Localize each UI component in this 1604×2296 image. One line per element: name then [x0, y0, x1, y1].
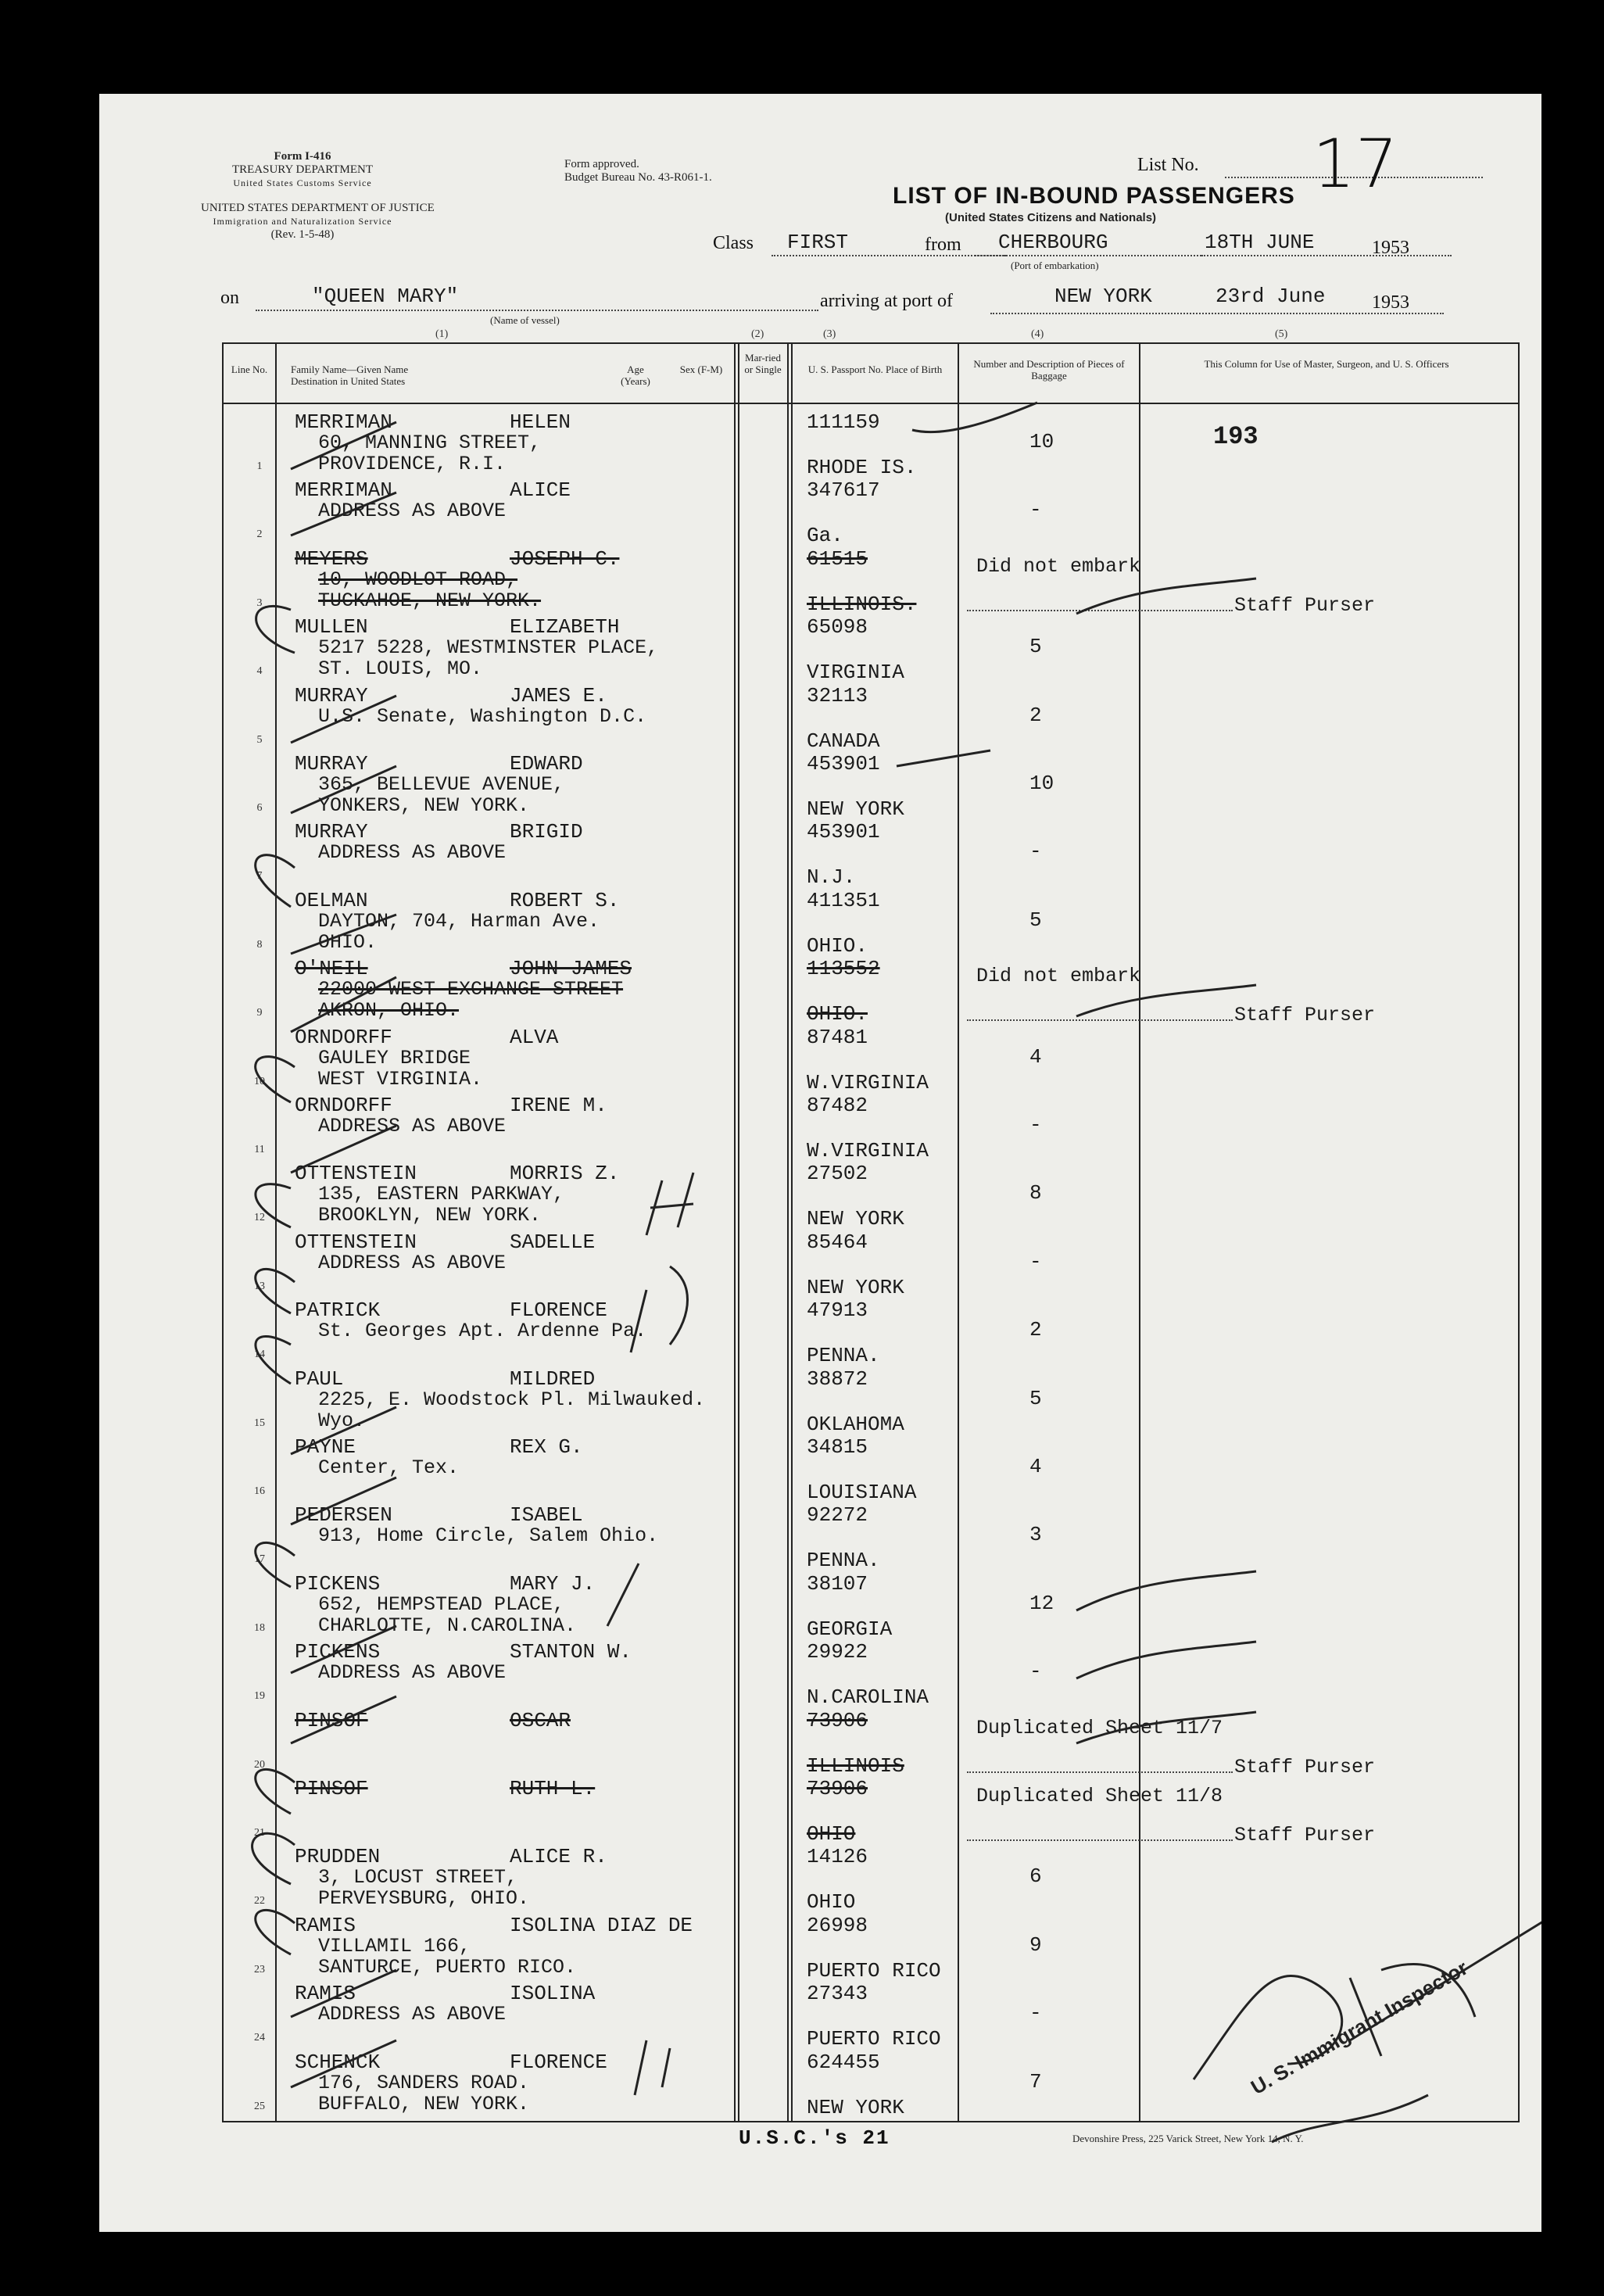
arrival-port: NEW YORK — [1054, 285, 1152, 308]
given-name: OSCAR — [510, 1709, 571, 1732]
line-number: 15 — [254, 1417, 265, 1429]
given-name: FLORENCE — [510, 1298, 607, 1322]
vessel-name: "QUEEN MARY" — [312, 285, 459, 308]
family-name: PAYNE — [295, 1435, 356, 1459]
birth-place: NEW YORK — [807, 2096, 904, 2119]
family-name: O'NEIL — [295, 957, 368, 980]
address-line-1: 913, Home Circle, Salem Ohio. — [318, 1524, 659, 1547]
page-subtitle: (United States Citizens and Nationals) — [945, 211, 1157, 224]
given-name: IRENE M. — [510, 1094, 607, 1117]
line-number: 7 — [256, 870, 263, 882]
justice-dept: UNITED STATES DEPARTMENT OF JUSTICE — [201, 202, 435, 214]
staff-purser: Staff Purser — [1234, 594, 1376, 617]
address-line-1: ADDRESS AS ABOVE — [318, 841, 507, 864]
line-number: 19 — [254, 1690, 265, 1702]
address-line-2: ST. LOUIS, MO. — [318, 657, 483, 680]
address-line-1: 5217 5228, WESTMINSTER PLACE, — [318, 636, 659, 659]
address-line-2: WEST VIRGINIA. — [318, 1068, 483, 1091]
line-number: 9 — [256, 1007, 263, 1019]
passport-number: 65098 — [807, 615, 868, 639]
budget-bureau: Budget Bureau No. 43-R061-1. — [564, 171, 712, 184]
vessel-label: (Name of vessel) — [490, 314, 560, 326]
handwritten-marks — [99, 94, 1541, 2232]
baggage-count: 4 — [1029, 1045, 1042, 1069]
list-number: 17 — [1312, 125, 1398, 203]
baggage-count: 2 — [1029, 704, 1042, 727]
address-line-1: U.S. Senate, Washington D.C. — [318, 705, 647, 728]
line-number: 22 — [254, 1895, 265, 1907]
passport-number: 38107 — [807, 1572, 868, 1596]
address-line-2: BROOKLYN, NEW YORK. — [318, 1204, 542, 1227]
line-number: 10 — [254, 1076, 265, 1087]
line-number: 5 — [256, 734, 263, 746]
page-title: LIST OF IN-BOUND PASSENGERS — [893, 183, 1295, 209]
address-line-1: Center, Tex. — [318, 1456, 460, 1479]
baggage-count: 8 — [1029, 1181, 1042, 1205]
line-number: 3 — [256, 597, 263, 609]
baggage-count: 5 — [1029, 908, 1042, 932]
staff-purser: Staff Purser — [1234, 1004, 1376, 1026]
baggage-count: 9 — [1029, 1933, 1042, 1957]
family-name: PICKENS — [295, 1640, 381, 1664]
birth-place: ILLINOIS. — [807, 593, 917, 616]
header-line-no: Line No. — [231, 364, 268, 375]
line-number: 13 — [254, 1281, 265, 1292]
passport-number: 61515 — [807, 547, 868, 571]
address-line-1: 3, LOCUST STREET, — [318, 1866, 518, 1889]
given-name: MILDRED — [510, 1367, 596, 1391]
address-line-1: 10, WOODLOT ROAD, — [318, 568, 518, 591]
staff-purser: Staff Purser — [1234, 1824, 1376, 1846]
line-number: 20 — [254, 1759, 265, 1771]
baggage-count: - — [1029, 2001, 1042, 2025]
address-line-1: ADDRESS AS ABOVE — [318, 500, 507, 522]
birth-place: N.J. — [807, 865, 856, 889]
given-name: EDWARD — [510, 752, 583, 775]
inspector-stamp: U. S. Immigrant Inspector — [1247, 1955, 1472, 2100]
given-name: RUTH L. — [510, 1777, 596, 1800]
given-name: ALICE R. — [510, 1845, 607, 1868]
birth-place: OHIO. — [807, 934, 868, 958]
family-name: MEYERS — [295, 547, 368, 571]
header-passport: U. S. Passport No. Place of Birth — [807, 364, 943, 375]
passport-number: 73906 — [807, 1709, 868, 1732]
header-age: Age (Years) — [621, 364, 650, 387]
passport-number: 87481 — [807, 1026, 868, 1049]
birth-place: PENNA. — [807, 1344, 880, 1367]
header-destination: Destination in United States — [291, 375, 406, 387]
address-line-2: YONKERS, NEW YORK. — [318, 794, 530, 817]
baggage-count: 12 — [1029, 1592, 1054, 1615]
address-line-1: ADDRESS AS ABOVE — [318, 2003, 507, 2026]
on-label: on — [220, 288, 239, 308]
baggage-count: 10 — [1029, 430, 1054, 453]
family-name: OTTENSTEIN — [295, 1162, 417, 1185]
address-line-1: 652, HEMPSTEAD PLACE, — [318, 1593, 565, 1616]
given-name: ISOLINA — [510, 1982, 596, 2005]
given-name: ELIZABETH — [510, 615, 620, 639]
baggage-note: Duplicated Sheet 11/7 — [976, 1717, 1223, 1739]
passport-number: 29922 — [807, 1640, 868, 1664]
list-no-label: List No. — [1137, 155, 1199, 175]
header-married: Mar-ried or Single — [744, 352, 782, 375]
passport-number: 47913 — [807, 1298, 868, 1322]
binder-hole — [31, 1024, 70, 1073]
given-name: JOSEPH C. — [510, 547, 620, 571]
birth-place: OHIO. — [807, 1002, 868, 1026]
passport-number: 27502 — [807, 1162, 868, 1185]
address-line-2: TUCKAHOE, NEW YORK. — [318, 589, 542, 612]
given-name: MORRIS Z. — [510, 1162, 620, 1185]
address-line-1: 176, SANDERS ROAD. — [318, 2072, 530, 2094]
family-name: PAUL — [295, 1367, 344, 1391]
passport-number: 27343 — [807, 1982, 868, 2005]
address-line-1: VILLAMIL 166, — [318, 1935, 471, 1958]
baggage-count: - — [1029, 1113, 1042, 1137]
family-name: RAMIS — [295, 1914, 356, 1937]
birth-place: VIRGINIA — [807, 661, 904, 684]
address-line-1: DAYTON, 704, Harman Ave. — [318, 910, 600, 933]
baggage-note: Duplicated Sheet 11/8 — [976, 1785, 1223, 1807]
family-name: SCHENCK — [295, 2051, 381, 2074]
given-name: HELEN — [510, 410, 571, 434]
passport-number: 14126 — [807, 1845, 868, 1868]
birth-place: NEW YORK — [807, 1276, 904, 1299]
baggage-count: 5 — [1029, 635, 1042, 658]
given-name: ALVA — [510, 1026, 559, 1049]
family-name: MURRAY — [295, 752, 368, 775]
binder-hole — [31, 1466, 70, 1514]
baggage-count: 5 — [1029, 1387, 1042, 1410]
baggage-count: 3 — [1029, 1523, 1042, 1546]
arrival-year-value: 53 — [1391, 292, 1409, 313]
address-line-2: AKRON, OHIO. — [318, 999, 460, 1022]
address-line-2: CHARLOTTE, N.CAROLINA. — [318, 1614, 577, 1637]
address-line-2: SANTURCE, PUERTO RICO. — [318, 1956, 577, 1979]
treasury-dept: TREASURY DEPARTMENT — [231, 163, 374, 176]
family-name: RAMIS — [295, 1982, 356, 2005]
birth-place: PUERTO RICO — [807, 1959, 941, 1983]
family-name: MURRAY — [295, 684, 368, 707]
address-line-2: PROVIDENCE, R.I. — [318, 453, 507, 475]
header-officers: This Column for Use of Master, Surgeon, and U. S. Officers — [1204, 358, 1449, 370]
given-name: ISABEL — [510, 1503, 583, 1527]
given-name: SADELLE — [510, 1230, 596, 1254]
line-number: 21 — [254, 1827, 265, 1839]
address-line-1: St. Georges Apt. Ardenne Pa. — [318, 1320, 647, 1342]
birth-place: CANADA — [807, 729, 880, 753]
binder-hole — [31, 1653, 70, 1702]
given-name: ROBERT S. — [510, 889, 620, 912]
given-name: REX G. — [510, 1435, 583, 1459]
line-number: 14 — [254, 1349, 265, 1360]
family-name: PEDERSEN — [295, 1503, 392, 1527]
birth-place: ILLINOIS — [807, 1754, 904, 1778]
colnum-4: (4) — [1031, 328, 1044, 340]
family-name: OELMAN — [295, 889, 368, 912]
manifest-page — [99, 94, 1541, 2232]
baggage-count: - — [1029, 1660, 1042, 1683]
line-number: 17 — [254, 1553, 265, 1565]
birth-place: NEW YORK — [807, 1207, 904, 1230]
family-name: PICKENS — [295, 1572, 381, 1596]
address-line-1: 60, MANNING STREET, — [318, 432, 542, 454]
embark-date: 18TH JUNE — [1205, 231, 1315, 254]
family-name: PRUDDEN — [295, 1845, 381, 1868]
birth-place: OKLAHOMA — [807, 1413, 904, 1436]
address-line-1: 365, BELLEVUE AVENUE, — [318, 773, 565, 796]
form-approved: Form approved. — [564, 158, 639, 170]
form-revision: (Rev. 1-5-48) — [270, 228, 335, 241]
baggage-note: Did not embark — [976, 555, 1141, 578]
line-number: 23 — [254, 1964, 265, 1975]
line-number: 24 — [254, 2032, 265, 2043]
passport-number: 411351 — [807, 889, 880, 912]
embark-year-value: 53 — [1391, 238, 1409, 258]
binder-hole — [31, 657, 70, 705]
baggage-count: 2 — [1029, 1318, 1042, 1341]
birth-place: RHODE IS. — [807, 456, 917, 479]
passport-number: 624455 — [807, 2051, 880, 2074]
address-line-1: 2225, E. Woodstock Pl. Milwauked. — [318, 1388, 706, 1411]
family-name: ORNDORFF — [295, 1026, 392, 1049]
baggage-count: 4 — [1029, 1455, 1042, 1478]
from-label: from — [925, 235, 961, 255]
birth-place: PUERTO RICO — [807, 2027, 941, 2051]
passport-number: 32113 — [807, 684, 868, 707]
family-name: PATRICK — [295, 1298, 381, 1322]
baggage-count: 10 — [1029, 772, 1054, 795]
family-name: ORNDORFF — [295, 1094, 392, 1117]
colnum-5: (5) — [1275, 328, 1288, 340]
birth-place: GEORGIA — [807, 1617, 893, 1641]
line-number: 11 — [254, 1144, 265, 1155]
class-label: Class — [713, 233, 754, 253]
customs-service: United States Customs Service — [233, 177, 372, 188]
given-name: JOHN JAMES — [510, 957, 632, 980]
line-number: 1 — [256, 460, 263, 472]
passport-number: 85464 — [807, 1230, 868, 1254]
passport-number: 453901 — [807, 820, 880, 844]
family-name: OTTENSTEIN — [295, 1230, 417, 1254]
address-line-2: BUFFALO, NEW YORK. — [318, 2093, 530, 2115]
baggage-note: Did not embark — [976, 965, 1141, 987]
passport-number: 92272 — [807, 1503, 868, 1527]
header-baggage: Number and Description of Pieces of Baggage — [973, 358, 1125, 381]
birth-place: OHIO — [807, 1822, 856, 1846]
header-name-text: Family Name—Given Name — [291, 364, 409, 375]
birth-place: PENNA. — [807, 1549, 880, 1572]
line-number: 16 — [254, 1485, 265, 1497]
footer-code: U.S.C.'s 21 — [739, 2126, 890, 2150]
address-line-1: 22000 WEST EXCHANGE STREET — [318, 978, 624, 1001]
address-line-1: GAULEY BRIDGE — [318, 1047, 471, 1069]
baggage-count: 7 — [1029, 2070, 1042, 2094]
given-name: ALICE — [510, 478, 571, 502]
passport-number: 34815 — [807, 1435, 868, 1459]
passport-number: 347617 — [807, 478, 880, 502]
colnum-1: (1) — [435, 328, 449, 340]
passport-number: 73906 — [807, 1777, 868, 1800]
line-number: 8 — [256, 939, 263, 951]
address-line-2: PERVEYSBURG, OHIO. — [318, 1887, 530, 1910]
line-number: 2 — [256, 528, 263, 540]
colnum-2: (2) — [751, 328, 764, 340]
baggage-count: - — [1029, 498, 1042, 521]
address-line-1: ADDRESS AS ABOVE — [318, 1661, 507, 1684]
given-name: BRIGID — [510, 820, 583, 844]
family-name: PINSOF — [295, 1709, 368, 1732]
binder-hole — [31, 281, 75, 339]
birth-place: NEW YORK — [807, 797, 904, 821]
line-number: 18 — [254, 1622, 265, 1634]
baggage-count: 6 — [1029, 1864, 1042, 1888]
birth-place: OHIO — [807, 1890, 856, 1914]
birth-place: LOUISIANA — [807, 1481, 917, 1504]
officer-number: 193 — [1213, 422, 1258, 451]
line-number: 6 — [256, 802, 263, 814]
passport-number: 453901 — [807, 752, 880, 775]
arrival-year-prefix: 19 — [1372, 292, 1391, 313]
staff-purser: Staff Purser — [1234, 1756, 1376, 1778]
line-number: 4 — [256, 665, 263, 677]
address-line-2: Wyo. — [318, 1409, 366, 1432]
embark-port-label: (Port of embarkation) — [1011, 260, 1099, 271]
birth-place: Ga. — [807, 524, 843, 547]
address-line-1: ADDRESS AS ABOVE — [318, 1115, 507, 1137]
colnum-3: (3) — [823, 328, 836, 340]
passport-number: 26998 — [807, 1914, 868, 1937]
passport-number: 38872 — [807, 1367, 868, 1391]
baggage-count: - — [1029, 1250, 1042, 1273]
binder-hole — [31, 141, 70, 189]
given-name: STANTON W. — [510, 1640, 632, 1664]
binder-hole — [31, 2033, 70, 2081]
passport-number: 87482 — [807, 1094, 868, 1117]
birth-place: N.CAROLINA — [807, 1685, 929, 1709]
given-name: FLORENCE — [510, 2051, 607, 2074]
binder-hole — [31, 1833, 70, 1882]
address-line-1: 135, EASTERN PARKWAY, — [318, 1183, 565, 1205]
family-name: MULLEN — [295, 615, 368, 639]
arriving-label: arriving at port of — [820, 291, 953, 311]
line-number: 25 — [254, 2101, 265, 2112]
address-line-1: ADDRESS AS ABOVE — [318, 1252, 507, 1274]
given-name: MARY J. — [510, 1572, 596, 1596]
given-name: ISOLINA DIAZ DE — [510, 1914, 693, 1937]
form-number: Form I-416 — [274, 150, 331, 163]
class-value: FIRST — [787, 231, 849, 254]
family-name: PINSOF — [295, 1777, 368, 1800]
birth-place: W.VIRGINIA — [807, 1139, 929, 1162]
embark-port: CHERBOURG — [998, 231, 1108, 254]
family-name: MURRAY — [295, 820, 368, 844]
binder-hole — [31, 840, 70, 889]
address-line-2: OHIO. — [318, 931, 378, 954]
passport-number: 113552 — [807, 957, 880, 980]
line-number: 12 — [254, 1212, 265, 1223]
arrival-date: 23rd June — [1216, 285, 1326, 308]
birth-place: W.VIRGINIA — [807, 1071, 929, 1094]
passport-number: 111159 — [807, 410, 880, 434]
family-name: MERRIMAN — [295, 478, 392, 502]
baggage-count: - — [1029, 840, 1042, 863]
given-name: JAMES E. — [510, 684, 607, 707]
family-name: MERRIMAN — [295, 410, 392, 434]
printer-credit: Devonshire Press, 225 Varick Street, New York 14, N. Y. — [1072, 2133, 1304, 2144]
ins-service: Immigration and Naturalization Service — [213, 216, 392, 227]
embark-year-prefix: 19 — [1372, 238, 1391, 258]
header-sex: Sex (F-M) — [679, 364, 723, 375]
